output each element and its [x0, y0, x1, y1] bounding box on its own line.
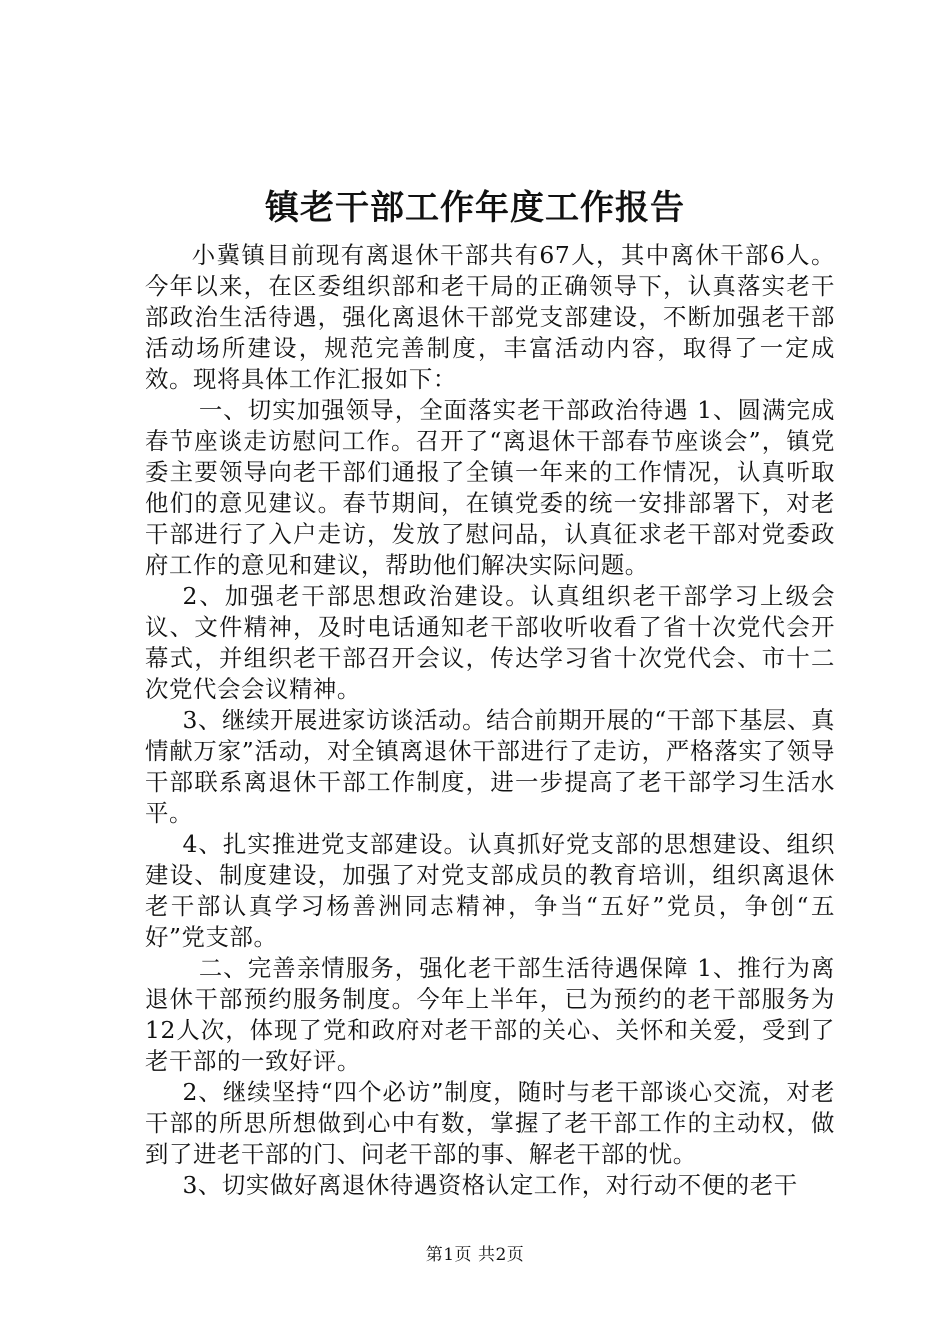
- page-indicator: 第1页 共2页: [425, 1245, 525, 1265]
- paragraph-item-3: 3、继续开展进家访谈活动。结合前期开展的“干部下基层、真情献万家”活动，对全镇离退休干部进行了走访，严格落实了领导干部联系离退休干部工作制度，进一步提高了老干部学习生活水平。: [145, 706, 835, 827]
- paragraph-section-two: 二、完善亲情服务，强化老干部生活待遇保障 1、推行为离退休干部预约服务制度。今年上半年，已为预约的老干部服务为12人次，体现了党和政府对老干部的关心、关怀和关爱，受到了老干部的一致好评。: [145, 954, 835, 1075]
- paragraph-item-2b: 2、继续坚持“四个必访”制度，随时与老干部谈心交流，对老干部的所思所想做到心中有数，掌握了老干部工作的主动权，做到了进老干部的门、问老干部的事、解老干部的忧。: [145, 1078, 835, 1168]
- paragraph-intro: 小冀镇目前现有离退休干部共有67人，其中离休干部6人。今年以来，在区委组织部和老干局的正确领导下，认真落实老干部政治生活待遇，强化离退休干部党支部建设，不断加强老干部活动场所建设，规范完善制度，丰富活动内容，取得了一定成效。现将具体工作汇报如下：: [145, 241, 835, 393]
- paragraph-section-one: 一、切实加强领导，全面落实老干部政治待遇 1、圆满完成春节座谈走访慰问工作。召开了“离退休干部春节座谈会”，镇党委主要领导向老干部们通报了全镇一年来的工作情况，认真听取他们的意见建议。春节期间，在镇党委的统一安排部署下，对老干部进行了入户走访，发放了慰问品，认真征求老干部对党委政府工作的意见和建议，帮助他们解决实际问题。: [145, 396, 835, 579]
- document-title: 镇老干部工作年度工作报告: [265, 188, 685, 228]
- paragraph-item-3b: 3、切实做好离退休待遇资格认定工作，对行动不便的老干: [182, 1171, 798, 1199]
- paragraph-item-4: 4、扎实推进党支部建设。认真抓好党支部的思想建设、组织建设、制度建设，加强了对党支部成员的教育培训，组织离退休老干部认真学习杨善洲同志精神，争当“五好”党员，争创“五好”党支部。: [145, 830, 835, 951]
- document-body: [145, 240, 835, 1201]
- page-footer: [0, 1244, 950, 1266]
- paragraph-item-2: 2、加强老干部思想政治建设。认真组织老干部学习上级会议、文件精神，及时电话通知老干部收听收看了省十次党代会开幕式，并组织老干部召开会议，传达学习省十次党代会、市十二次党代会会议精神。: [145, 582, 835, 703]
